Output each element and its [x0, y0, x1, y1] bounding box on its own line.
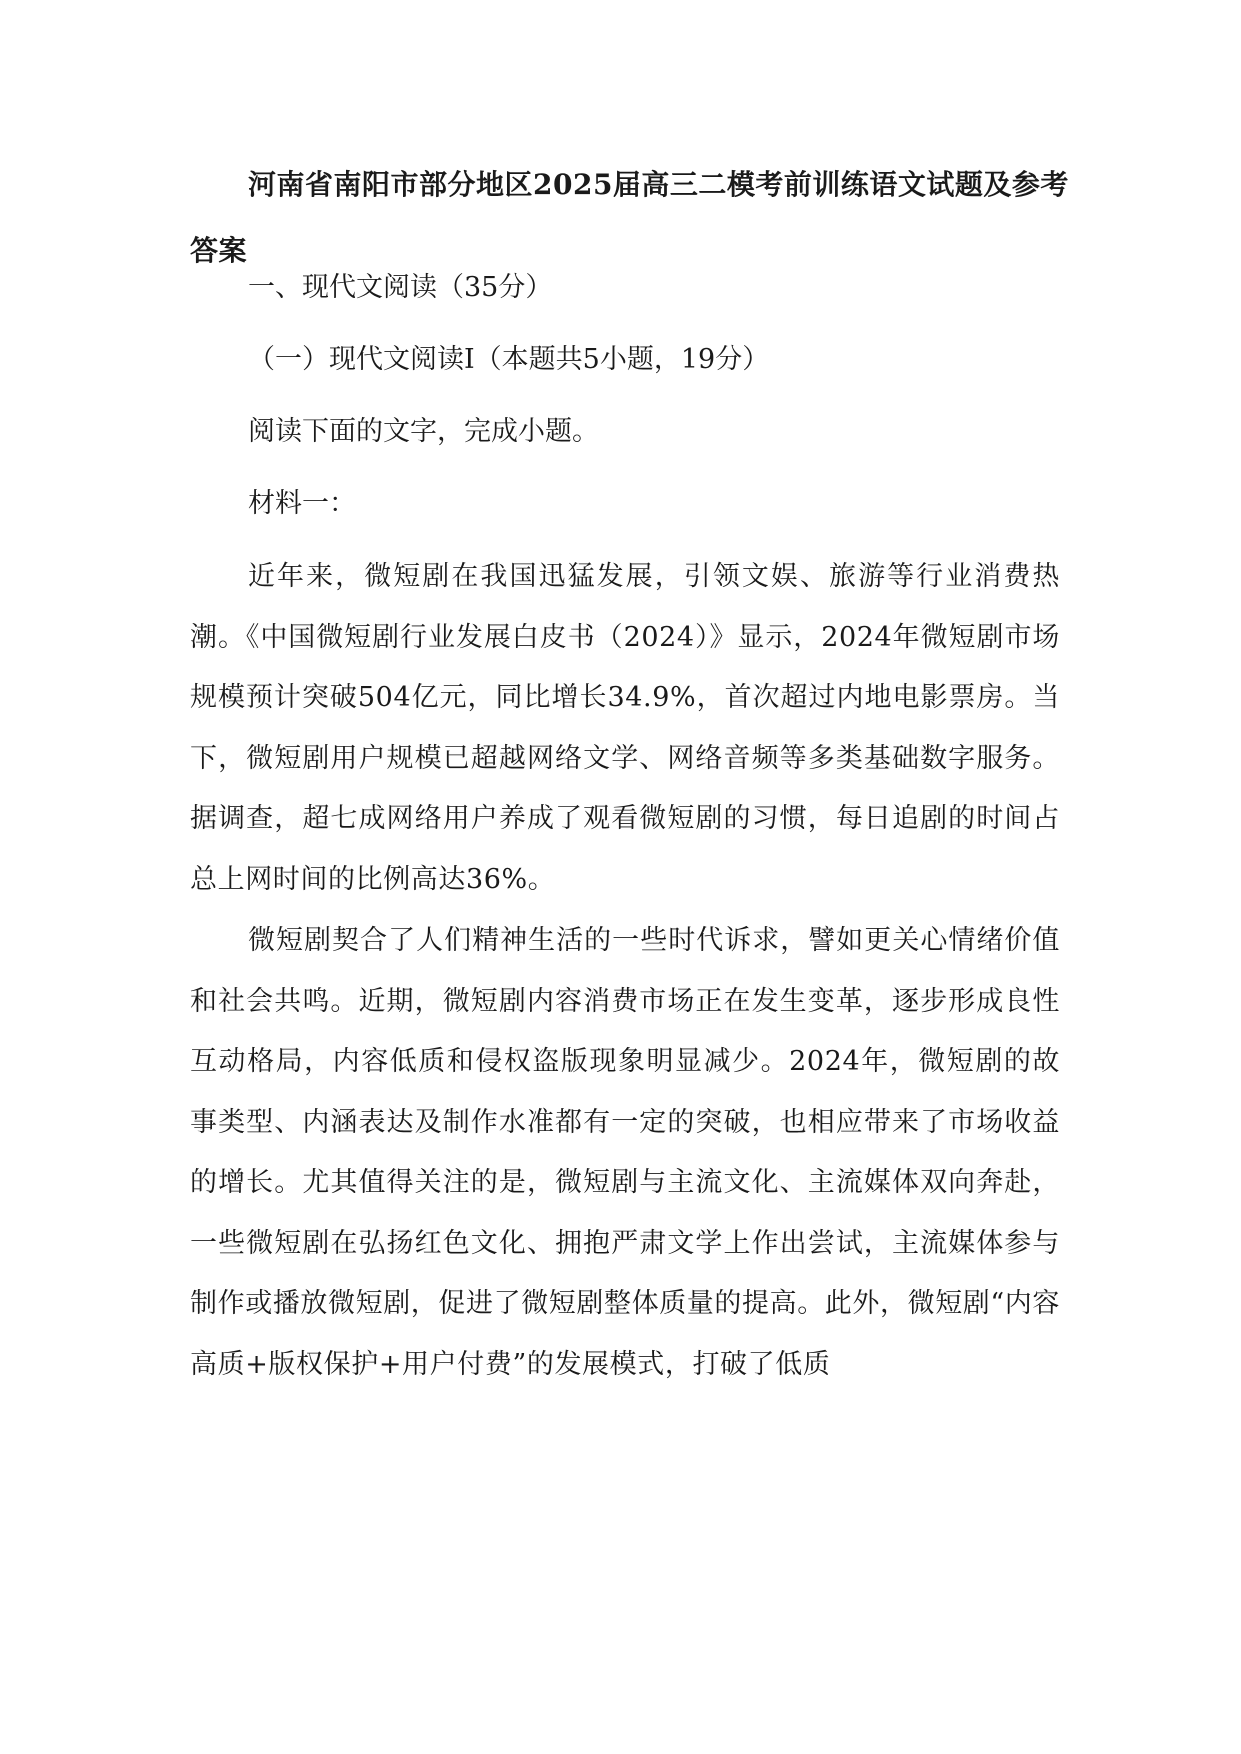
material-label: 材料一： — [248, 488, 356, 519]
reading-instruction: 阅读下面的文字，完成小题。 — [248, 416, 599, 447]
paragraph-2: 微短剧契合了人们精神生活的一些时代诉求，譬如更关心情绪价值和社会共鸣。近期，微短剧内容消费市场正在发生变革，逐步形成良性互动格局，内容低质和侵权盗版现象明显减少。2024年，微短剧的故事类型、内涵表达及制作水准都有一定的突破，也相应带来了市场收益的增长。尤其值得关注的是，微短剧与主流文化、主流媒体双向奔赴，一些微短剧在弘扬红色文化、拥抱严肃文学上作出尝试，主流媒体参与制作或播放微短剧，促进了微短剧整体质量的提高。此外，微短剧“内容高质+版权保护+用户付费”的发展模式，打破了低质 — [190, 925, 1061, 1380]
section-heading: 一、现代文阅读（35分） — [248, 272, 553, 303]
paragraph-1: 近年来，微短剧在我国迅猛发展，引领文娱、旅游等行业消费热潮。《中国微短剧行业发展白皮书（2024）》显示，2024年微短剧市场规模预计突破504亿元，同比增长34.9%，首次超过内地电影票房。当下，微短剧用户规模已超越网络文学、网络音频等多类基础数字服务。据调查，超七成网络用户养成了观看微短剧的习惯，每日追剧的时间占总上网时间的比例高达36%。 — [190, 561, 1060, 895]
subsection-heading: （一）现代文阅读Ⅰ（本题共5小题，19分） — [248, 344, 770, 375]
document-title: 河南省南阳市部分地区2025届高三二模考前训练语文试题及参考答案 — [190, 168, 1069, 267]
